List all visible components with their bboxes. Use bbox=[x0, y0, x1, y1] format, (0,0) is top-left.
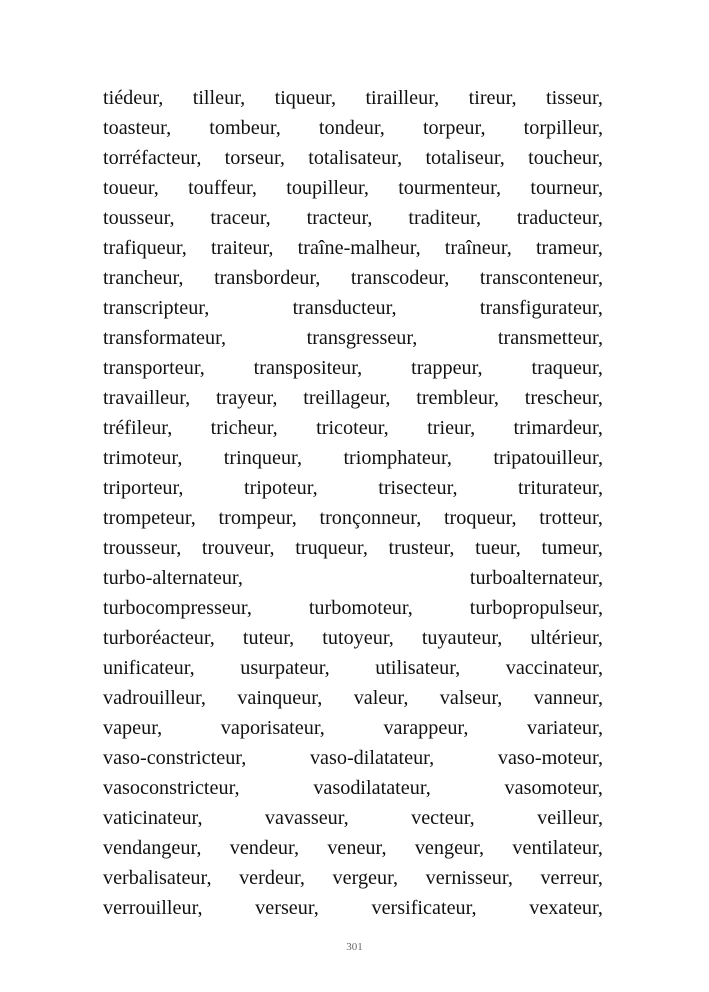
text-line bbox=[103, 173, 603, 203]
word: variateur, bbox=[527, 717, 603, 739]
word: vernisseur, bbox=[425, 867, 513, 889]
word: tutoyeur, bbox=[322, 627, 394, 649]
word: vendangeur, bbox=[103, 837, 202, 859]
word: tuteur, bbox=[242, 627, 295, 649]
page-number: 301 bbox=[346, 941, 363, 953]
word: vadrouilleur, bbox=[103, 687, 206, 709]
word: vavasseur, bbox=[264, 807, 349, 829]
word: trancheur, bbox=[103, 267, 184, 289]
word: tripatouilleur, bbox=[493, 447, 603, 469]
text-line bbox=[103, 263, 603, 293]
word: traditeur, bbox=[408, 207, 481, 229]
word: tréfileur, bbox=[103, 417, 173, 439]
word: troqueur, bbox=[443, 507, 517, 529]
text-line bbox=[103, 353, 603, 383]
word: tondeur, bbox=[318, 117, 385, 139]
word: ultérieur, bbox=[530, 627, 603, 649]
text-line bbox=[103, 443, 603, 473]
word: transcodeur, bbox=[350, 267, 450, 289]
word: tuyauteur, bbox=[421, 627, 503, 649]
word: trieur, bbox=[427, 417, 476, 439]
word: tisseur, bbox=[546, 87, 603, 109]
word: transconteneur, bbox=[479, 267, 603, 289]
text-line bbox=[103, 293, 603, 323]
word: transporteur, bbox=[103, 357, 205, 379]
text-line bbox=[103, 83, 603, 113]
word: trayeur, bbox=[216, 387, 278, 409]
text-line bbox=[103, 833, 603, 863]
word: tourmenteur, bbox=[398, 177, 502, 199]
word: tricoteur, bbox=[316, 417, 389, 439]
word: veilleur, bbox=[537, 807, 603, 829]
word: triturateur, bbox=[518, 477, 603, 499]
word: tracteur, bbox=[306, 207, 373, 229]
word: vendeur, bbox=[229, 837, 299, 859]
word: turboalternateur, bbox=[469, 567, 603, 589]
word: touffeur, bbox=[188, 177, 257, 199]
word: trisecteur, bbox=[378, 477, 458, 499]
word: verdeur, bbox=[239, 867, 305, 889]
word: ventilateur, bbox=[512, 837, 603, 859]
word: trafiqueur, bbox=[103, 237, 187, 259]
text-line bbox=[103, 773, 603, 803]
word: totaliseur, bbox=[425, 147, 505, 169]
word: utilisateur, bbox=[375, 657, 461, 679]
text-line bbox=[103, 893, 603, 923]
word: tiqueur, bbox=[274, 87, 337, 109]
word: vecteur, bbox=[411, 807, 475, 829]
word: toucheur, bbox=[528, 147, 603, 169]
word: turbocompresseur, bbox=[103, 597, 252, 619]
text-line bbox=[103, 623, 603, 653]
word: trembleur, bbox=[416, 387, 499, 409]
word: vanneur, bbox=[533, 687, 603, 709]
word: trinqueur, bbox=[223, 447, 303, 469]
word: vaso-moteur, bbox=[497, 747, 603, 769]
word: verrouilleur, bbox=[103, 897, 203, 919]
word: torpilleur, bbox=[523, 117, 603, 139]
word: tilleur, bbox=[192, 87, 246, 109]
word: tousseur, bbox=[103, 207, 175, 229]
word: valeur, bbox=[353, 687, 409, 709]
word: turboréacteur, bbox=[103, 627, 215, 649]
word: vaso-constricteur, bbox=[103, 747, 247, 769]
word: tireur, bbox=[468, 87, 517, 109]
word: tombeur, bbox=[209, 117, 281, 139]
word: varappeur, bbox=[383, 717, 469, 739]
text-line bbox=[103, 383, 603, 413]
word: tumeur, bbox=[541, 537, 603, 559]
word: torréfacteur, bbox=[103, 147, 202, 169]
word: tricheur, bbox=[210, 417, 278, 439]
text-line bbox=[103, 203, 603, 233]
text-line bbox=[103, 233, 603, 263]
word: transgresseur, bbox=[306, 327, 418, 349]
text-line bbox=[103, 803, 603, 833]
word: truqueur, bbox=[295, 537, 368, 559]
word: traîneur, bbox=[444, 237, 512, 259]
word: vaccinateur, bbox=[505, 657, 603, 679]
text-line bbox=[103, 533, 603, 563]
word: torpeur, bbox=[422, 117, 486, 139]
word: turbo-alternateur, bbox=[103, 567, 243, 589]
word: trimoteur, bbox=[103, 447, 183, 469]
text-line bbox=[103, 413, 603, 443]
word: vapeur, bbox=[103, 717, 163, 739]
word: tirailleur, bbox=[365, 87, 440, 109]
word: trusteur, bbox=[388, 537, 455, 559]
word: trouveur, bbox=[201, 537, 275, 559]
word: tiédeur, bbox=[103, 87, 164, 109]
word: turbopropulseur, bbox=[469, 597, 603, 619]
word: totalisateur, bbox=[308, 147, 403, 169]
word: traducteur, bbox=[516, 207, 603, 229]
word: vaticinateur, bbox=[103, 807, 203, 829]
word: transducteur, bbox=[292, 297, 397, 319]
word: triporteur, bbox=[103, 477, 184, 499]
word: transpositeur, bbox=[253, 357, 363, 379]
text-line bbox=[103, 323, 603, 353]
word: traîne-malheur, bbox=[297, 237, 421, 259]
word: transbordeur, bbox=[214, 267, 321, 289]
word: vasodilatateur, bbox=[313, 777, 431, 799]
word: toasteur, bbox=[103, 117, 172, 139]
word: vainqueur, bbox=[237, 687, 323, 709]
word: triomphateur, bbox=[343, 447, 452, 469]
word: trescheur, bbox=[524, 387, 603, 409]
text-line bbox=[103, 653, 603, 683]
word: traiteur, bbox=[210, 237, 274, 259]
text-line bbox=[103, 143, 603, 173]
word: vasomoteur, bbox=[504, 777, 603, 799]
word: vexateur, bbox=[529, 897, 603, 919]
word: trimardeur, bbox=[513, 417, 603, 439]
text-line bbox=[103, 563, 603, 593]
word: vasoconstricteur, bbox=[103, 777, 240, 799]
word: usurpateur, bbox=[240, 657, 330, 679]
word: tueur, bbox=[475, 537, 521, 559]
text-line bbox=[103, 593, 603, 623]
word: toueur, bbox=[103, 177, 159, 199]
text-line bbox=[103, 863, 603, 893]
word: versificateur, bbox=[371, 897, 477, 919]
text-line bbox=[103, 113, 603, 143]
word: transfigurateur, bbox=[479, 297, 603, 319]
word: torseur, bbox=[224, 147, 285, 169]
word: vergeur, bbox=[332, 867, 399, 889]
word: tronçonneur, bbox=[319, 507, 422, 529]
word: vaporisateur, bbox=[220, 717, 325, 739]
word: vengeur, bbox=[414, 837, 485, 859]
word: travailleur, bbox=[103, 387, 191, 409]
text-line bbox=[103, 473, 603, 503]
word: tripoteur, bbox=[243, 477, 318, 499]
text-line bbox=[103, 743, 603, 773]
text-line bbox=[103, 713, 603, 743]
word: valseur, bbox=[439, 687, 503, 709]
word: veneur, bbox=[327, 837, 387, 859]
text-line bbox=[103, 503, 603, 533]
word: traceur, bbox=[210, 207, 271, 229]
word: turbomoteur, bbox=[308, 597, 413, 619]
word: transformateur, bbox=[103, 327, 227, 349]
word: trotteur, bbox=[539, 507, 603, 529]
word: tourneur, bbox=[530, 177, 603, 199]
word: traqueur, bbox=[531, 357, 603, 379]
word: verseur, bbox=[255, 897, 319, 919]
word: trompeteur, bbox=[103, 507, 196, 529]
word: unificateur, bbox=[103, 657, 195, 679]
word: verbalisateur, bbox=[103, 867, 212, 889]
word: trameur, bbox=[535, 237, 603, 259]
text-line bbox=[103, 683, 603, 713]
word: verreur, bbox=[540, 867, 603, 889]
word: treillageur, bbox=[303, 387, 391, 409]
word: transcripteur, bbox=[103, 297, 210, 319]
word: trompeur, bbox=[218, 507, 297, 529]
word: toupilleur, bbox=[286, 177, 369, 199]
word: transmetteur, bbox=[497, 327, 603, 349]
word: trappeur, bbox=[411, 357, 483, 379]
word: trousseur, bbox=[103, 537, 182, 559]
word: vaso-dilatateur, bbox=[309, 747, 435, 769]
word-list-body bbox=[103, 83, 603, 923]
